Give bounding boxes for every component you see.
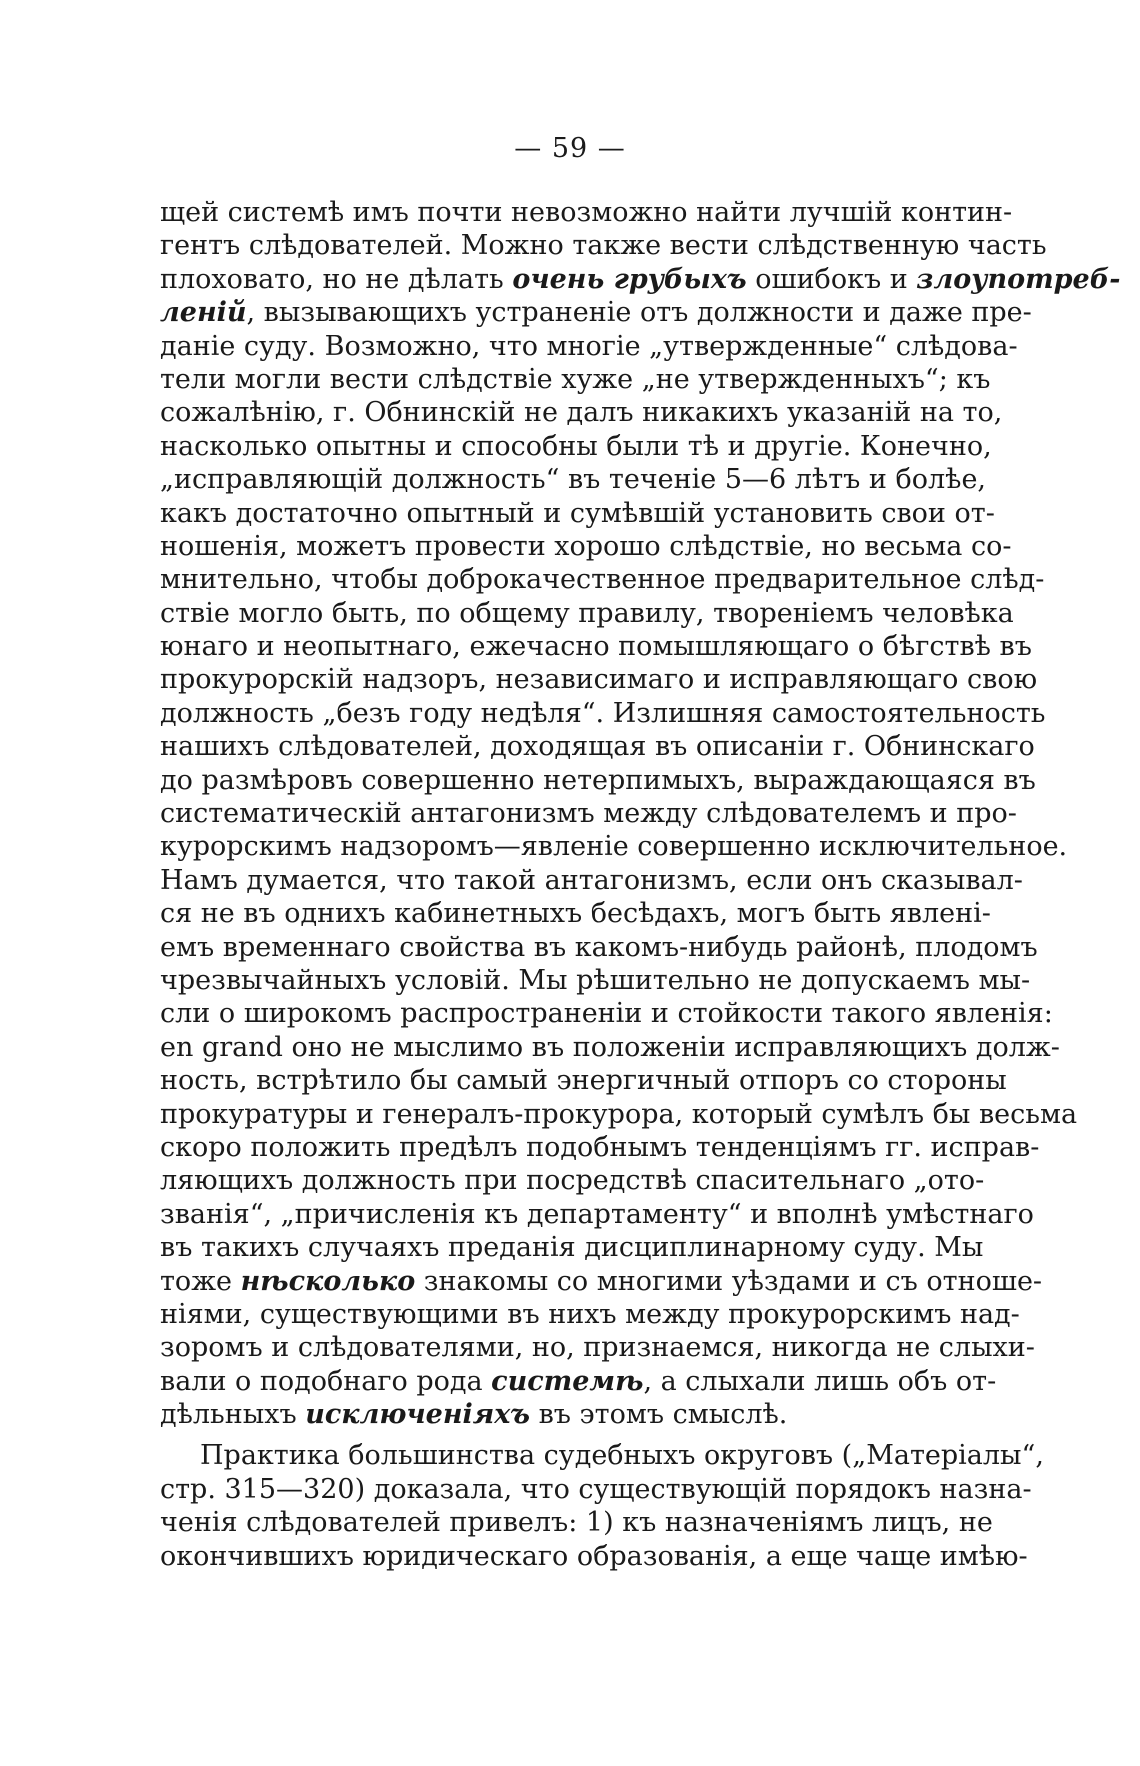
text-line	[160, 1231, 984, 1264]
paragraph	[160, 196, 1121, 1431]
text-run: нашихъ слѣдователей, доходящая въ описаніи г. Обнинскаго	[160, 731, 1035, 763]
text-line	[160, 196, 1013, 229]
text-line	[160, 363, 991, 396]
text-line	[160, 931, 1038, 964]
text-run: сли о широкомъ распространеніи и стойкости такого явленія:	[160, 998, 1053, 1030]
text-line	[160, 964, 1031, 997]
text-line	[160, 530, 1012, 563]
text-line	[160, 1506, 993, 1539]
text-line	[160, 1098, 1078, 1131]
text-run: вали о подобнаго рода	[160, 1365, 492, 1397]
text-run: Практика большинства судебныхъ округовъ („Матеріалы“,	[200, 1440, 1044, 1472]
text-line	[160, 296, 1032, 329]
text-run: прокурорскій надзоръ, независимаго и исправляющаго свою	[160, 664, 1038, 696]
text-line	[160, 997, 1053, 1030]
text-line	[160, 1131, 1040, 1164]
text-run: Намъ думается, что такой антагонизмъ, если онъ сказывал-	[160, 864, 1023, 896]
text-run: ніями, существующими въ нихъ между прокурорскимъ над-	[160, 1298, 1020, 1330]
text-run: въ такихъ случаяхъ преданія дисциплинарному суду. Мы	[160, 1232, 984, 1264]
emphasized-text: системѣ	[491, 1365, 644, 1397]
text-run: насколько опытны и способны были тѣ и другіе. Конечно,	[160, 430, 992, 462]
text-run: мнительно, чтобы доброкачественное предварительное слѣд-	[160, 564, 1045, 596]
text-line	[160, 1473, 1032, 1506]
text-line	[160, 263, 1121, 296]
text-run: даніе суду. Возможно, что многіе „утвержденные“ слѣдова-	[160, 330, 1018, 362]
text-run: окончившихъ юридическаго образованія, а еще чаще имѣю-	[160, 1540, 1028, 1572]
paragraph	[160, 1439, 1044, 1573]
text-line	[160, 1298, 1020, 1331]
text-run: щей системѣ имъ почти невозможно найти лучшій контин-	[160, 197, 1013, 228]
text-run: до размѣровъ совершенно нетерпимыхъ, выраждающаяся въ	[160, 764, 1036, 796]
text-run: ченія слѣдователей привелъ: 1) къ назначеніямъ лицъ, не	[160, 1507, 993, 1539]
text-run: плоховато, но не дѣлать	[160, 263, 513, 295]
text-line	[160, 463, 987, 496]
text-run: ся не въ однихъ кабинетныхъ бесѣдахъ, могъ быть явлені-	[160, 898, 991, 930]
text-line	[160, 730, 1035, 763]
text-line	[160, 663, 1038, 696]
text-line	[160, 597, 1014, 630]
text-run: юнаго и неопытнаго, ежечасно помышляющаго о бѣгствѣ въ	[160, 631, 1032, 663]
text-line	[160, 1439, 1044, 1472]
text-line	[160, 396, 1003, 429]
text-run: , а слыхали лишь объ от-	[643, 1365, 997, 1397]
body-text	[160, 196, 1121, 1573]
text-run: чрезвычайныхъ условій. Мы рѣшительно не допускаемъ мы-	[160, 964, 1031, 996]
emphasized-text: злоупотреб-	[916, 263, 1121, 295]
text-line	[160, 497, 995, 530]
text-line	[160, 430, 992, 463]
text-line	[160, 1064, 1007, 1097]
text-run: скоро положить предѣлъ подобнымъ тенденціямъ гг. исправ-	[160, 1131, 1040, 1163]
text-line	[160, 864, 1023, 897]
text-line	[160, 1164, 985, 1197]
text-run: ляющихъ должность при посредствѣ спасительнаго „ото-	[160, 1165, 985, 1197]
text-line	[160, 1365, 997, 1398]
text-run: курорскимъ надзоромъ—явленіе совершенно исключительное.	[160, 831, 1068, 863]
text-run: въ этомъ смыслѣ.	[530, 1399, 788, 1431]
text-run: ность, встрѣтило бы самый энергичный отпоръ со стороны	[160, 1065, 1007, 1097]
text-line	[160, 1031, 1060, 1064]
text-line	[160, 797, 1017, 830]
text-run: „исправляющій должность“ въ теченіе 5—6 лѣтъ и болѣе,	[160, 464, 987, 496]
text-line	[160, 1198, 1034, 1231]
text-line	[160, 1265, 1043, 1298]
text-run: прокуратуры и генералъ-прокурора, который сумѣлъ бы весьма	[160, 1098, 1078, 1130]
text-run: ошибокъ и	[746, 263, 917, 295]
text-run: какъ достаточно опытный и сумѣвшій установить свои от-	[160, 497, 995, 529]
text-line	[160, 563, 1045, 596]
page-number: — 59 —	[514, 133, 626, 164]
text-run: емъ временнаго свойства въ какомъ-нибудь районѣ, плодомъ	[160, 931, 1038, 963]
text-line	[160, 830, 1068, 863]
text-run: тели могли вести слѣдствіе хуже „не утвержденныхъ“; къ	[160, 363, 991, 395]
text-run: ствіе могло быть, по общему правилу, твореніемъ человѣка	[160, 597, 1014, 629]
text-line	[160, 330, 1018, 363]
text-line	[160, 1398, 978, 1431]
text-run: зоромъ и слѣдователями, но, признаемся, никогда не слыхи-	[160, 1332, 1035, 1364]
emphasized-text: исключеніяхъ	[305, 1399, 531, 1431]
text-run: систематическій антагонизмъ между слѣдователемъ и про-	[160, 798, 1017, 830]
text-run: en grand оно не мыслимо въ положеніи исправляющихъ долж-	[160, 1031, 1060, 1063]
emphasized-text: нѣсколько	[240, 1265, 416, 1297]
text-run: сожалѣнію, г. Обнинскій не далъ никакихъ указаній на то,	[160, 397, 1003, 429]
text-run: тоже	[160, 1265, 241, 1297]
text-run: , вызывающихъ устраненіе отъ должности и даже пре-	[246, 297, 1032, 329]
text-line	[160, 229, 1047, 262]
text-line	[160, 1331, 1035, 1364]
text-run: дѣльныхъ	[160, 1399, 306, 1431]
text-line	[160, 897, 991, 930]
emphasized-text: очень грубыхъ	[512, 263, 747, 295]
text-run: стр. 315—320) доказала, что существующій порядокъ назна-	[160, 1473, 1032, 1505]
text-run: знакомы со многими уѣздами и съ отноше-	[415, 1265, 1043, 1297]
emphasized-text: леній	[160, 297, 247, 329]
text-line	[160, 630, 1032, 663]
text-run: званія“, „причисленія къ департаменту“ и вполнѣ умѣстнаго	[160, 1198, 1034, 1230]
text-line	[160, 764, 1036, 797]
text-run: гентъ слѣдователей. Можно также вести слѣдственную часть	[160, 230, 1047, 262]
text-run: ношенія, можетъ провести хорошо слѣдствіе, но весьма со-	[160, 530, 1012, 562]
text-run: должность „безъ году недѣля“. Излишняя самостоятельность	[160, 697, 1046, 729]
text-line	[160, 1540, 1028, 1573]
text-line	[160, 697, 1046, 730]
